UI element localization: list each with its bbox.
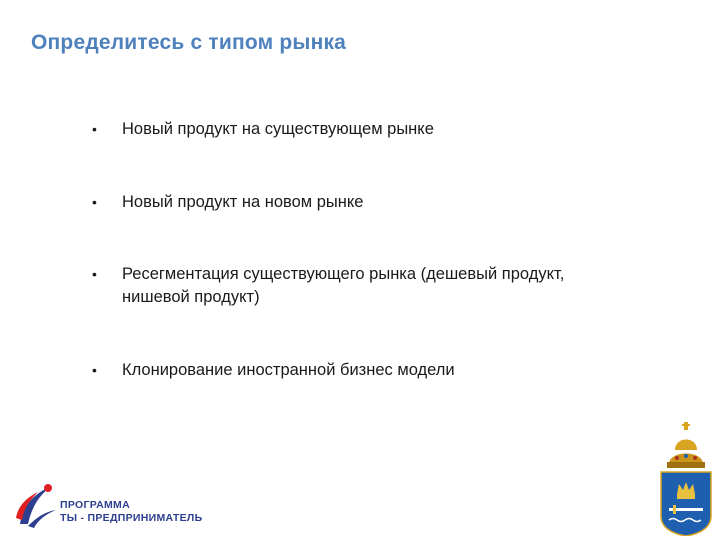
bullet-item [92, 118, 652, 141]
program-logo-line2: ТЫ - ПРЕДПРИНИМАТЕЛЬ [60, 512, 203, 524]
bullet-text: Новый продукт на существующем рынке [122, 120, 434, 138]
program-logo-line1: ПРОГРАММА [60, 499, 130, 511]
bullet-marker: • [92, 362, 97, 378]
bullet-text: Ресегментация существующего рынка (дешевый продукт, нишевой продукт) [122, 265, 565, 306]
bullet-text: Клонирование иностранной бизнес модели [122, 361, 455, 379]
bullet-item [92, 191, 652, 214]
slide-title: Определитесь с типом рынка [31, 31, 347, 54]
runner-swoosh-icon [14, 478, 60, 530]
bullet-marker: • [92, 266, 97, 282]
bullet-marker: • [92, 121, 97, 137]
bullet-marker: • [92, 194, 97, 210]
bullet-item [92, 263, 612, 309]
astrakhan-coat-of-arms-icon [655, 420, 717, 536]
bullet-text: Новый продукт на новом рынке [122, 193, 364, 211]
program-logo [14, 478, 204, 530]
bullet-item [92, 359, 652, 382]
program-logo-text [60, 499, 202, 525]
